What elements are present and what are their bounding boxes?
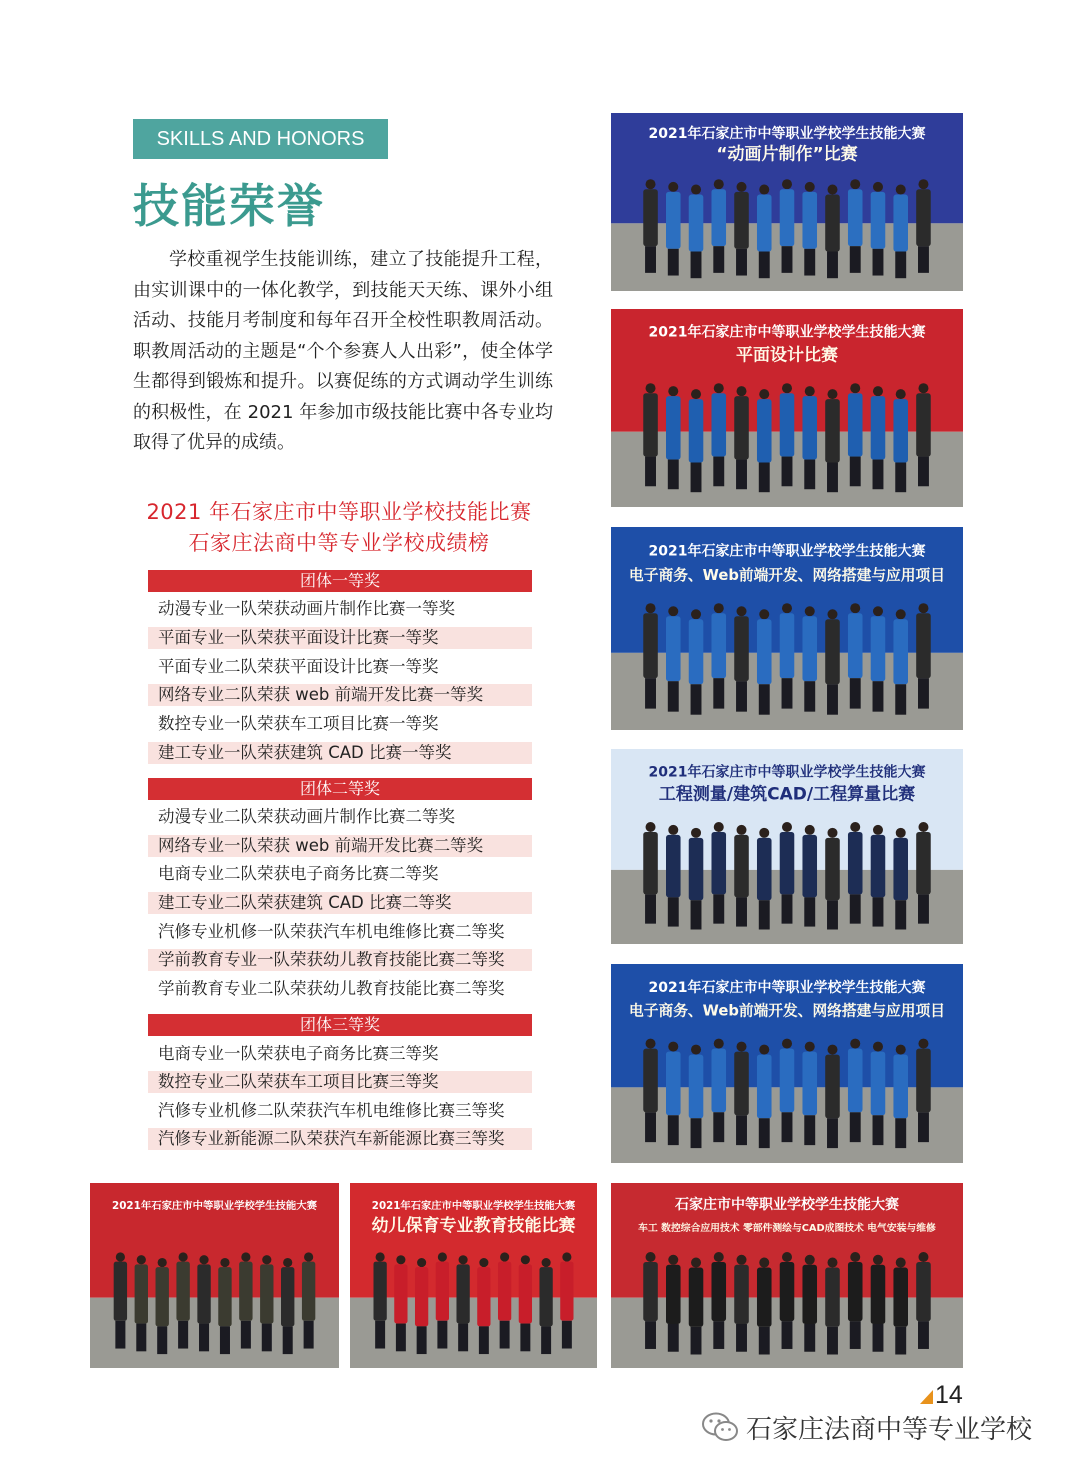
person-figure (734, 825, 749, 927)
photo-caption-line2: “动画片制作”比赛 (716, 144, 858, 165)
person-figure (734, 1042, 749, 1146)
person-figure (848, 1039, 863, 1143)
person-figure (643, 822, 658, 924)
person-figure (711, 1252, 726, 1349)
award-row: 电商专业二队荣获电子商务比赛二等奖 (158, 864, 439, 883)
page-title: 技能荣誉 (133, 179, 325, 233)
person-figure (871, 1255, 886, 1352)
person-figure (893, 1258, 908, 1355)
person-figure (871, 182, 886, 276)
person-figure (780, 603, 795, 708)
photo-caption-line1: 2021年石家庄市中等职业学校学生技能大赛 (371, 1199, 576, 1212)
award-row: 动漫专业一队荣获动画片制作比赛一等奖 (158, 599, 455, 618)
award-row: 建工专业二队荣获建筑 CAD 比赛二等奖 (148, 892, 532, 914)
person-figure (239, 1252, 252, 1348)
person-figure (825, 609, 840, 714)
person-figure (711, 383, 726, 486)
person-figure (666, 182, 681, 276)
award-row: 数控专业二队荣获车工项目比赛三等奖 (148, 1071, 532, 1093)
person-figure (666, 386, 681, 489)
photo-graphic-design-contest (611, 309, 963, 507)
award-row: 平面专业一队荣获平面设计比赛一等奖 (148, 627, 532, 649)
photo-animation-contest (611, 113, 963, 291)
award-row: 汽修专业机修二队荣获汽车机电维修比赛三等奖 (158, 1101, 505, 1120)
person-figure (757, 389, 772, 492)
person-figure (825, 389, 840, 492)
photo-machining-contest (611, 1183, 963, 1368)
person-figure (893, 609, 908, 714)
person-figure (477, 1258, 490, 1354)
person-figure (689, 389, 704, 492)
person-figure (757, 185, 772, 279)
person-figure (780, 383, 795, 486)
person-figure (916, 179, 931, 273)
person-figure (734, 606, 749, 711)
person-figure (871, 1042, 886, 1146)
person-figure (156, 1258, 169, 1354)
person-figure (871, 825, 886, 927)
award-row: 学前教育专业二队荣获幼儿教育技能比赛二等奖 (158, 979, 505, 998)
watermark (700, 1410, 1032, 1444)
award-row: 数控专业一队荣获车工项目比赛一等奖 (158, 714, 439, 733)
person-figure (689, 1258, 704, 1355)
person-figure (436, 1252, 449, 1348)
person-figure (666, 1042, 681, 1146)
person-figure (456, 1255, 469, 1351)
photo-caption-line2: 电子商务、Web前端开发、网络搭建与应用项目 (629, 1002, 945, 1020)
person-figure (643, 383, 658, 486)
photo-illustration (611, 964, 963, 1163)
photo-caption-line1: 石家庄市中等职业学校学生技能大赛 (675, 1196, 899, 1213)
rankings-title-line1: 2021 年石家庄市中等职业学校技能比赛 (146, 500, 532, 524)
person-figure (394, 1255, 407, 1351)
photo-illustration (350, 1183, 597, 1368)
person-figure (689, 1045, 704, 1149)
person-figure (711, 603, 726, 708)
person-figure (734, 1255, 749, 1352)
photo-caption-line1: 2021年石家庄市中等职业学校学生技能大赛 (648, 543, 926, 560)
award-row: 建工专业一队荣获建筑 CAD 比赛一等奖 (148, 742, 532, 764)
person-figure (893, 828, 908, 930)
person-figure (302, 1252, 315, 1348)
person-figure (689, 828, 704, 930)
award-category-third: 团体三等奖 (148, 1014, 532, 1036)
person-figure (916, 822, 931, 924)
photo-illustration (611, 309, 963, 507)
person-figure (643, 1039, 658, 1143)
person-figure (848, 383, 863, 486)
person-figure (802, 182, 817, 276)
wechat-icon (700, 1410, 740, 1444)
person-figure (689, 609, 704, 714)
person-figure (498, 1252, 511, 1348)
person-figure (260, 1255, 273, 1351)
person-figure (757, 609, 772, 714)
rankings-title-line2: 石家庄法商中等专业学校成绩榜 (188, 531, 490, 555)
person-figure (560, 1252, 573, 1348)
person-figure (893, 1045, 908, 1149)
photo-illustration (611, 113, 963, 291)
photo-caption-line1: 2021年石家庄市中等职业学校学生技能大赛 (648, 764, 926, 781)
person-figure (802, 386, 817, 489)
person-figure (734, 386, 749, 489)
person-figure (666, 606, 681, 711)
person-figure (757, 1258, 772, 1355)
intro-paragraph: 学校重视学生技能训练，建立了技能提升工程，由实训课中的一体化教学，到技能天天练、课外小组活动、技能月考制度和每年召开全校性职教周活动。职教周活动的主题是“个个参赛人人出彩”，使全体学生都得到锻炼和提升。以赛促练的方式调动学生训练的积极性，在 2021 年参加市级技能比赛中各专业均取得了优异的成绩。 (133, 249, 553, 453)
section-tag: SKILLS AND HONORS (133, 119, 388, 159)
photo-caption-line1: 2021年石家庄市中等职业学校学生技能大赛 (648, 979, 926, 996)
person-figure (871, 386, 886, 489)
photo-caption-line2: 车工 数控综合应用技术 零部件测绘与CAD成图技术 电气安装与维修 (638, 1223, 936, 1235)
person-figure (643, 603, 658, 708)
person-figure (848, 1252, 863, 1349)
person-figure (176, 1252, 189, 1348)
photo-caption-line2: 电子商务、Web前端开发、网络搭建与应用项目 (629, 566, 945, 584)
person-figure (848, 822, 863, 924)
photo-caption-line1: 2021年石家庄市中等职业学校学生技能大赛 (648, 125, 926, 142)
person-figure (666, 825, 681, 927)
person-figure (916, 1039, 931, 1143)
photo-caption-line1: 2021年石家庄市中等职业学校学生技能大赛 (112, 1199, 317, 1212)
award-row: 汽修专业新能源二队荣获汽车新能源比赛三等奖 (148, 1128, 532, 1150)
person-figure (848, 179, 863, 273)
award-row: 网络专业一队荣获 web 前端开发比赛二等奖 (148, 835, 532, 857)
page-number: 14 (935, 1381, 963, 1409)
photo-illustration (90, 1183, 339, 1368)
person-figure (643, 1252, 658, 1349)
person-figure (711, 1039, 726, 1143)
photo-illustration (611, 1183, 963, 1368)
photo-caption-line1: 2021年石家庄市中等职业学校学生技能大赛 (648, 324, 926, 341)
person-figure (135, 1255, 148, 1351)
person-figure (689, 185, 704, 279)
person-figure (757, 1045, 772, 1149)
person-figure (780, 822, 795, 924)
person-figure (711, 822, 726, 924)
person-figure (539, 1258, 552, 1354)
person-figure (871, 606, 886, 711)
person-figure (218, 1258, 231, 1354)
person-figure (415, 1258, 428, 1354)
person-figure (825, 1045, 840, 1149)
person-figure (916, 603, 931, 708)
person-figure (916, 383, 931, 486)
person-figure (825, 1258, 840, 1355)
person-figure (802, 606, 817, 711)
page-marker-icon (920, 1390, 933, 1404)
person-figure (825, 185, 840, 279)
person-figure (780, 179, 795, 273)
person-figure (197, 1255, 210, 1351)
award-row: 汽修专业机修一队荣获汽车机电维修比赛二等奖 (158, 922, 505, 941)
photo-childcare-contest (350, 1183, 597, 1368)
award-row: 平面专业二队荣获平面设计比赛一等奖 (158, 657, 439, 676)
award-row: 动漫专业二队荣获动画片制作比赛二等奖 (158, 807, 455, 826)
award-category-second: 团体二等奖 (148, 778, 532, 800)
person-figure (643, 179, 658, 273)
award-row: 网络专业二队荣获 web 前端开发比赛一等奖 (148, 684, 532, 706)
person-figure (711, 179, 726, 273)
person-figure (757, 828, 772, 930)
person-figure (666, 1255, 681, 1352)
person-figure (802, 825, 817, 927)
award-row: 学前教育专业一队荣获幼儿教育技能比赛二等奖 (148, 949, 532, 971)
person-figure (848, 603, 863, 708)
person-figure (373, 1252, 386, 1348)
person-figure (519, 1255, 532, 1351)
person-figure (802, 1255, 817, 1352)
person-figure (281, 1258, 294, 1354)
photo-illustration (611, 527, 963, 730)
photo-caption-line2: 幼儿保育专业教育技能比赛 (371, 1216, 576, 1237)
photo-ecommerce-web-contest-2 (611, 964, 963, 1163)
photo-caption-line2: 平面设计比赛 (736, 345, 838, 366)
photo-caption-line2: 工程测量/建筑CAD/工程算量比赛 (658, 784, 916, 805)
award-category-first: 团体一等奖 (148, 570, 532, 592)
person-figure (114, 1252, 127, 1348)
photo-engineering-cad-contest (611, 749, 963, 944)
person-figure (825, 828, 840, 930)
person-figure (893, 185, 908, 279)
person-figure (734, 182, 749, 276)
photo-auto-repair-contest (90, 1183, 339, 1368)
person-figure (780, 1252, 795, 1349)
watermark-text: 石家庄法商中等专业学校 (746, 1414, 1033, 1445)
person-figure (780, 1039, 795, 1143)
photo-illustration (611, 749, 963, 944)
person-figure (802, 1042, 817, 1146)
award-row: 电商专业一队荣获电子商务比赛三等奖 (158, 1044, 439, 1063)
person-figure (916, 1252, 931, 1349)
photo-ecommerce-web-contest (611, 527, 963, 730)
person-figure (893, 389, 908, 492)
